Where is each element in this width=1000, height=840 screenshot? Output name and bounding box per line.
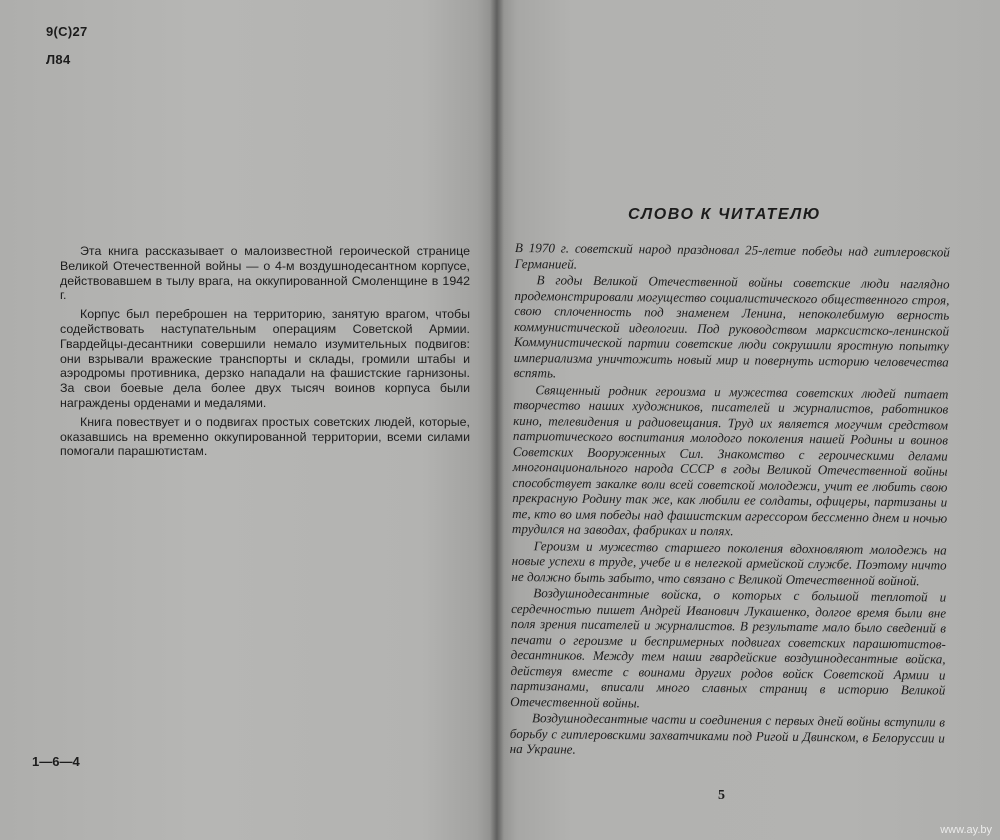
foreword-paragraph-3: Священный родник героизма и мужества советских людей питает творчество наших художников, писателей и журналистов, работников кино, телевидения и радиовещания. Труд их является могучим средством патриотического воспитания молодого поколения нашей Родины и воинов Советских Вооруженных Сил. Знакомство с героическими делами многонационального народа СССР в годы Великой Отечественной войны способствует закалке воли всей советской молодежи, учит ее любить свою прекрасную Родину так же, как любили ее солдаты, офицеры, партизаны и те, кто во имя победы над фашистским агрессором бессменно днем и ночью трудился на заводах, фабриках и полях. [511,381,949,539]
classification-index: 9(С)27 [46,24,88,39]
foreword-paragraph-6: Воздушнодесантные части и соединения с первых дней войны вступили в борьбу с гитлеровскими захватчиками под Ригой и Двинском, в Белоруссии и на Украине. [509,710,946,757]
foreword-paragraph-1: В 1970 г. советский народ праздновал 25-летие победы над гитлеровской Германией. [514,240,950,272]
site-watermark: www.ay.by [940,824,992,836]
annotation-paragraph-3: Книга повествует и о подвигах простых советских людей, которые, оказавшись на временно оккупированной территории, всеми силами помогали парашютистам. [60,414,470,459]
author-code: Л84 [46,52,71,67]
left-page [0,0,497,840]
page-number: 5 [718,788,725,803]
annotation-paragraph-1: Эта книга рассказывает о малоизвестной героической странице Великой Отечественной войны — о 4-м воздушнодесантном корпусе, действовавшем в тылу врага, на оккупированной Смоленщине в 1942 г. [60,244,470,303]
book-spine [490,0,504,840]
foreword-text [510,240,950,762]
signature-mark: 1—6—4 [32,754,80,769]
foreword-paragraph-4: Героизм и мужество старшего поколения вдохновляют молодежь на новые успехи в труде, учебе и в нелегкой армейской службе. Поэтому ничто не должно быть забыто, что связано с Великой Отечественной войной. [511,537,947,588]
annotation [60,244,470,463]
page-title: СЛОВО К ЧИТАТЕЛЮ [628,206,822,223]
foreword-paragraph-2: В годы Великой Отечественной войны советские люди наглядно продемонстрировали могущество социалистического общественного строя, свою сплоченность под знаменем Ленина, непоколебимую верность коммунистической идеологии. Под руководством марксистско-ленинской Коммунистической партии советские люди сокрушили яростную попытку империализма уничтожить новый мир и повернуть историю человечества вспять. [513,272,950,381]
foreword-paragraph-5: Воздушнодесантные войска, о которых с большой теплотой и сердечностью пишет Андрей Иванович Лукашенко, долгое время были вне поля зрения писателей и журналистов. В результате мало было сведений в печати о героизме и беспримерных подвигах советских парашютистов-десантников. Между тем наши гвардейские воздушнодесантные войска, действуя вместе с воинами других родов войск Советской Армии и партизанами, вписали много славных страниц в историю Великой Отечественной войны. [510,585,947,710]
annotation-paragraph-2: Корпус был переброшен на территорию, занятую врагом, чтобы содействовать наступательным операциям Советской Армии. Гвардейцы-десантники совершили немало изумительных подвигов: они взрывали вражеские транспорты и склады, громили штабы и аэродромы противника, дерзко нападали на фашистские гарнизоны. За свои боевые дела более двух тысяч воинов корпуса были награждены орденами и медалями. [60,307,470,410]
